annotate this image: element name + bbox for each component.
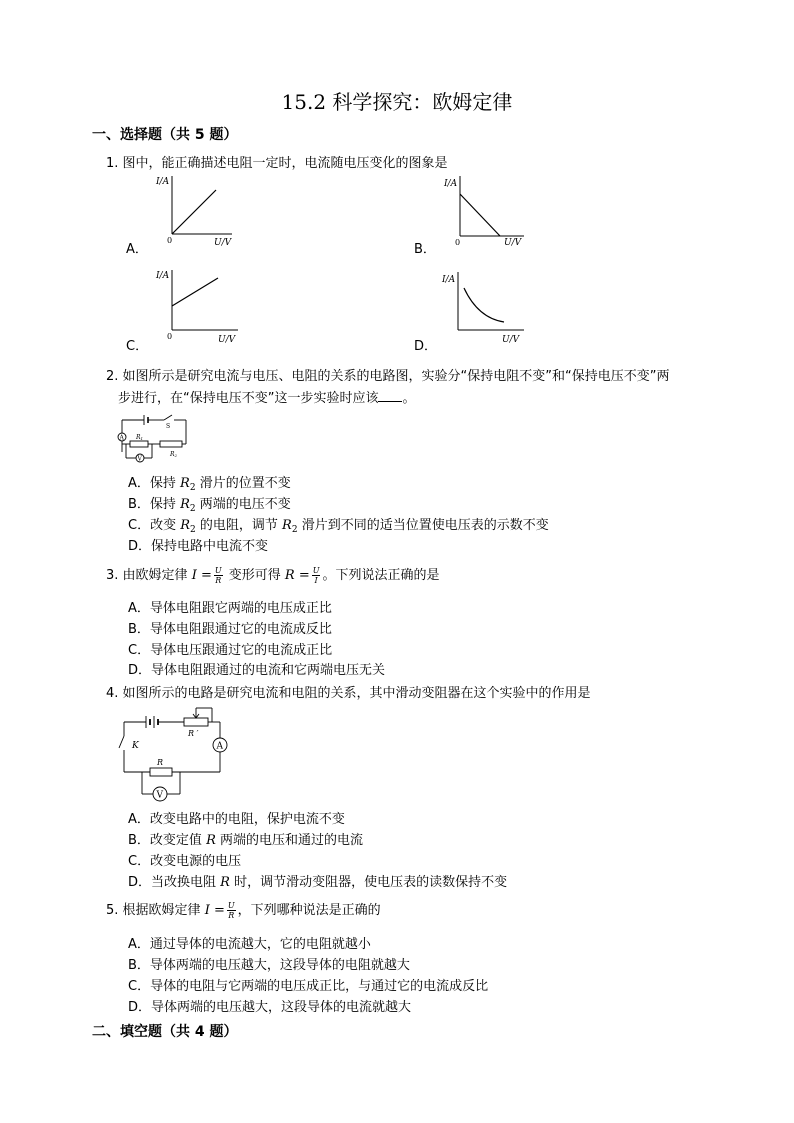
q2-option-a[interactable]: A．保持 $R_2$ 滑片的位置不变 xyxy=(128,476,291,493)
q3-option-c[interactable]: C．导体电压跟通过它的电流成正比 xyxy=(128,643,333,658)
svg-text:R: R xyxy=(157,758,164,767)
q1-graph-d xyxy=(438,266,533,348)
graph-origin: 0 xyxy=(167,236,173,245)
q4-option-a[interactable]: A．改变电路中的电阻，保护电流不变 xyxy=(128,812,345,827)
question-4-stem: 4. 如图所示的电路是研究电流和电阻的关系，其中滑动变阻器在这个实验中的作用是 xyxy=(106,686,591,701)
svg-text:A: A xyxy=(216,741,223,752)
q2-option-c[interactable]: C．改变 $R_2$ 的电阻，调节 $R_2$ 滑片到不同的适当位置使电压表的示数不变 xyxy=(128,518,549,535)
q2-option-d[interactable]: D．保持电路中电流不变 xyxy=(128,539,269,554)
q1-option-d-label[interactable]: D． xyxy=(414,339,438,354)
question-1-stem: 1. 图中，能正确描述电阻一定时，电流随电压变化的图象是 xyxy=(106,156,448,171)
svg-text:K: K xyxy=(132,741,139,751)
q5-option-b[interactable]: B．导体两端的电压越大，这段导体的电阻就越大 xyxy=(128,958,410,973)
svg-text:R ′: R ′ xyxy=(188,729,199,738)
section-heading-choice: 一、选择题（共 5 题） xyxy=(92,127,238,143)
graph-ylabel: I/A xyxy=(156,177,170,187)
svg-text:I/A: I/A xyxy=(156,271,170,281)
svg-text:A: A xyxy=(119,434,124,442)
q3-option-d[interactable]: D．导体电阻跟通过的电流和它两端电压无关 xyxy=(128,663,386,678)
svg-text:V: V xyxy=(156,790,163,801)
q5-option-d[interactable]: D．导体两端的电压越大，这段导体的电流就越大 xyxy=(128,1000,412,1015)
q5-option-a[interactable]: A．通过导体的电流越大，它的电阻就越小 xyxy=(128,937,371,952)
svg-text:0: 0 xyxy=(455,238,461,247)
q4-option-c[interactable]: C．改变电源的电压 xyxy=(128,854,242,869)
q3-option-b[interactable]: B．导体电阻跟通过它的电流成反比 xyxy=(128,622,332,637)
svg-text:S: S xyxy=(166,423,171,430)
svg-text:R1: R1 xyxy=(136,434,144,441)
answer-blank[interactable] xyxy=(378,391,402,402)
svg-text:I/A: I/A xyxy=(442,275,456,285)
q4-option-b[interactable]: B．改变定值 R 两端的电压和通过的电流 xyxy=(128,833,364,848)
section-heading-fill: 二、填空题（共 4 题） xyxy=(92,1024,238,1040)
q1-graph-b xyxy=(438,172,533,252)
question-5-stem: 5. 根据欧姆定律 I = $\frac{U}{R}$ ，下列哪种说法是正确的 xyxy=(106,901,381,920)
q4-circuit-diagram xyxy=(112,704,234,808)
q1-option-b-label[interactable]: B． xyxy=(414,242,436,257)
svg-text:V: V xyxy=(137,455,142,463)
q2-circuit-diagram xyxy=(114,410,194,466)
svg-text:U/V: U/V xyxy=(502,335,520,345)
q5-option-c[interactable]: C．导体的电阻与它两端的电压成正比，与通过它的电流成反比 xyxy=(128,979,489,994)
svg-text:R2: R2 xyxy=(170,451,178,458)
svg-text:I/A: I/A xyxy=(444,179,458,189)
q1-option-a-label[interactable]: A． xyxy=(126,242,148,257)
question-2-stem-line1: 2. 如图所示是研究电流与电压、电阻的关系的电路图，实验分“保持电阻不变”和“保持电压不变”两 xyxy=(106,369,670,384)
svg-text:U/V: U/V xyxy=(504,238,522,248)
q1-graph-a xyxy=(150,172,240,252)
graph-xlabel: U/V xyxy=(214,238,232,248)
question-3-stem: 3. 由欧姆定律 I = $\frac{U}{R}$ 变形可得 R = $\frac{U}{I}$ 。下列说法正确的是 xyxy=(106,566,440,585)
page-title: 15.2 科学探究：欧姆定律 xyxy=(281,90,513,114)
q3-option-a[interactable]: A．导体电阻跟它两端的电压成正比 xyxy=(128,601,332,616)
q1-graph-c xyxy=(150,266,245,348)
q1-option-c-label[interactable]: C． xyxy=(126,339,149,354)
question-2-stem-line2: 步进行，在“保持电压不变”这一步实验时应该 。 xyxy=(118,391,416,406)
svg-text:U/V: U/V xyxy=(218,335,236,345)
svg-text:0: 0 xyxy=(167,332,173,341)
q4-option-d[interactable]: D．当改换电阻 R 时，调节滑动变阻器，使电压表的读数保持不变 xyxy=(128,875,508,890)
q2-option-b[interactable]: B．保持 $R_2$ 两端的电压不变 xyxy=(128,497,291,514)
